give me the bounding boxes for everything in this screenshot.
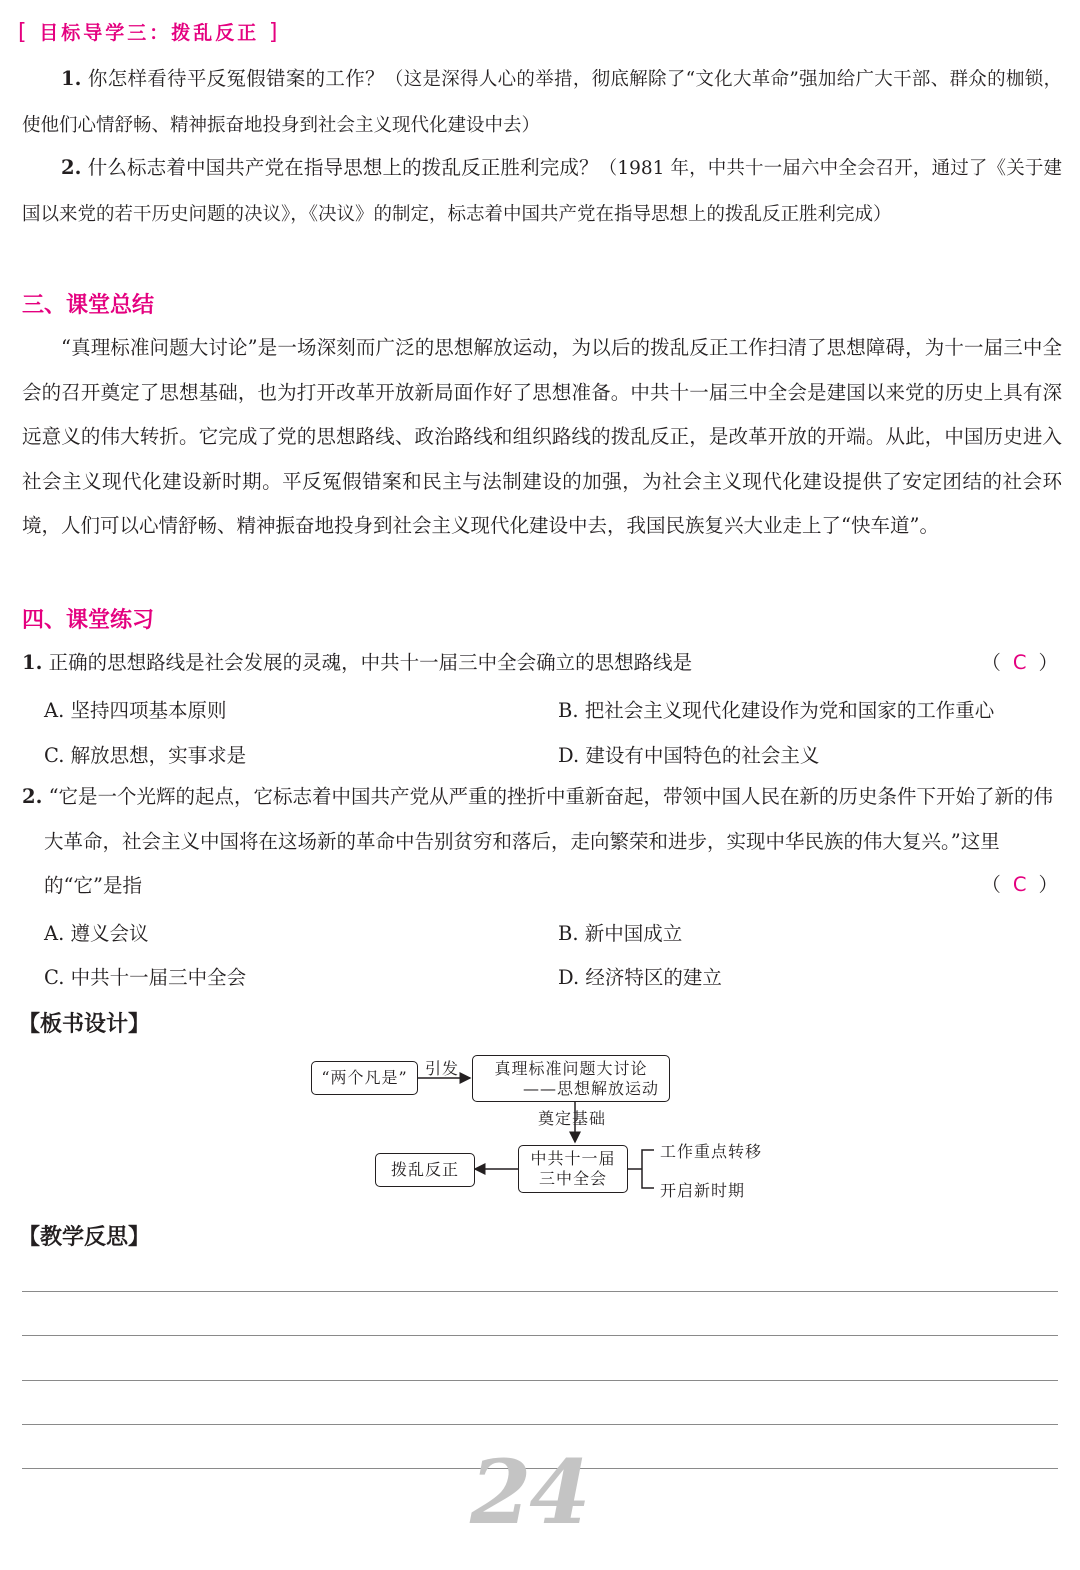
objective-2-answer: （1981 年，中共十一届六中全会召开，通过了《关于建国以来党的若干历史问题的决议》，《决议》的制定，标志着中国共产党在指导思想上的拨乱反正胜利完成）	[22, 158, 1062, 225]
question-1-number: 1.	[22, 651, 43, 674]
reflection-line-4	[22, 1424, 1058, 1425]
answer-paren-open: （	[981, 651, 1001, 674]
objective-2-number: 2.	[61, 156, 82, 179]
summary-heading: 三、课堂总结	[22, 293, 155, 318]
objective-2-question: 什么标志着中国共产党在指导思想上的拨乱反正胜利完成？	[87, 156, 599, 179]
practice-heading: 四、课堂练习	[22, 608, 155, 633]
objective-1-number: 1.	[61, 67, 82, 90]
question-1-answer: C	[1012, 651, 1027, 674]
reflection-heading: 【教学反思】	[18, 1225, 151, 1250]
node-two-whatevers: “两个凡是”	[311, 1061, 418, 1095]
question-2-answer: C	[1012, 873, 1027, 896]
question-1-option-c: C. 解放思想，实事求是	[44, 744, 247, 767]
tag-bracket-close: ]	[268, 20, 281, 45]
objective-1-question: 你怎样看待平反冤假错案的工作？	[87, 67, 385, 90]
question-2-option-d: D. 经济特区的建立	[558, 966, 722, 989]
practice-question-1	[22, 641, 1062, 686]
node-plenum-line2: 三中全会	[538, 1169, 607, 1188]
page-number: 24	[470, 1440, 589, 1544]
node-correction: 拨乱反正	[375, 1153, 475, 1187]
answer-paren-open: （	[981, 873, 1001, 896]
node-plenum-line1: 中共十一届	[530, 1149, 616, 1168]
edge-trigger-label: 引发	[425, 1059, 460, 1078]
branch-new-era: 开启新时期	[660, 1181, 746, 1200]
node-debate-line1: 真理标准问题大讨论	[494, 1059, 648, 1078]
question-2-option-c: C. 中共十一届三中全会	[44, 966, 247, 989]
reflection-line-3	[22, 1380, 1058, 1381]
objective-1	[22, 57, 1062, 148]
objective-1-answer: （这是深得人心的举措，彻底解除了“文化大革命”强加给广大干部、群众的枷锁，使他们心情舒畅、精神振奋地投身到社会主义现代化建设中去）	[22, 69, 1062, 136]
question-2-stem: “它是一个光辉的起点，它标志着中国共产党从严重的挫折中重新奋起，带领中国人民在新的历史条件下开始了新的伟大革命，社会主义中国将在这场新的革命中告别贫穷和落后，走向繁荣和进步，实现中华民族的伟大复兴。”这里的“它”是指	[44, 785, 1054, 897]
question-1-option-b: B. 把社会主义现代化建设作为党和国家的工作重心	[558, 699, 995, 722]
tag-bracket-open: [	[18, 20, 30, 45]
answer-paren-close: ）	[1038, 651, 1058, 674]
question-2-option-b: B. 新中国成立	[558, 922, 683, 945]
question-2-answer-box	[981, 863, 1058, 908]
node-plenum	[518, 1145, 628, 1193]
branch-work-focus: 工作重点转移	[660, 1142, 763, 1161]
objective-2	[22, 146, 1062, 237]
question-1-option-a: A. 坚持四项基本原则	[44, 699, 227, 722]
reflection-line-1	[22, 1291, 1058, 1292]
practice-question-2	[22, 775, 1058, 909]
question-2-number: 2.	[22, 785, 43, 808]
question-1-answer-box	[981, 641, 1058, 686]
question-1-option-d: D. 建设有中国特色的社会主义	[558, 744, 820, 767]
reflection-line-2	[22, 1335, 1058, 1336]
board-design-heading: 【板书设计】	[18, 1012, 151, 1037]
edge-foundation-label: 奠定基础	[538, 1109, 607, 1128]
node-debate-line2: ——思想解放运动	[522, 1079, 659, 1098]
summary-text: “真理标准问题大讨论”是一场深刻而广泛的思想解放运动，为以后的拨乱反正工作扫清了思想障碍，为十一届三中全会的召开奠定了思想基础，也为打开改革开放新局面作好了思想准备。中共十一届三中全会是建国以来党的历史上具有深远意义的伟大转折。它完成了党的思想路线、政治路线和组织路线的拨乱反正，是改革开放的开端。从此，中国历史进入社会主义现代化建设新时期。平反冤假错案和民主与法制建设的加强，为社会主义现代化建设提供了安定团结的社会环境，人们可以心情舒畅、精神振奋地投身到社会主义现代化建设中去，我国民族复兴大业走上了“快车道”。	[22, 336, 1062, 537]
branch-bracket	[628, 1150, 654, 1188]
node-debate	[472, 1055, 670, 1102]
answer-paren-close: ）	[1038, 873, 1058, 896]
question-2-option-a: A. 遵义会议	[44, 922, 149, 945]
question-1-stem: 正确的思想路线是社会发展的灵魂，中共十一届三中全会确立的思想路线是	[48, 651, 693, 674]
section-tag	[18, 18, 280, 45]
tag-label: 目标导学三：拨乱反正	[39, 22, 260, 44]
